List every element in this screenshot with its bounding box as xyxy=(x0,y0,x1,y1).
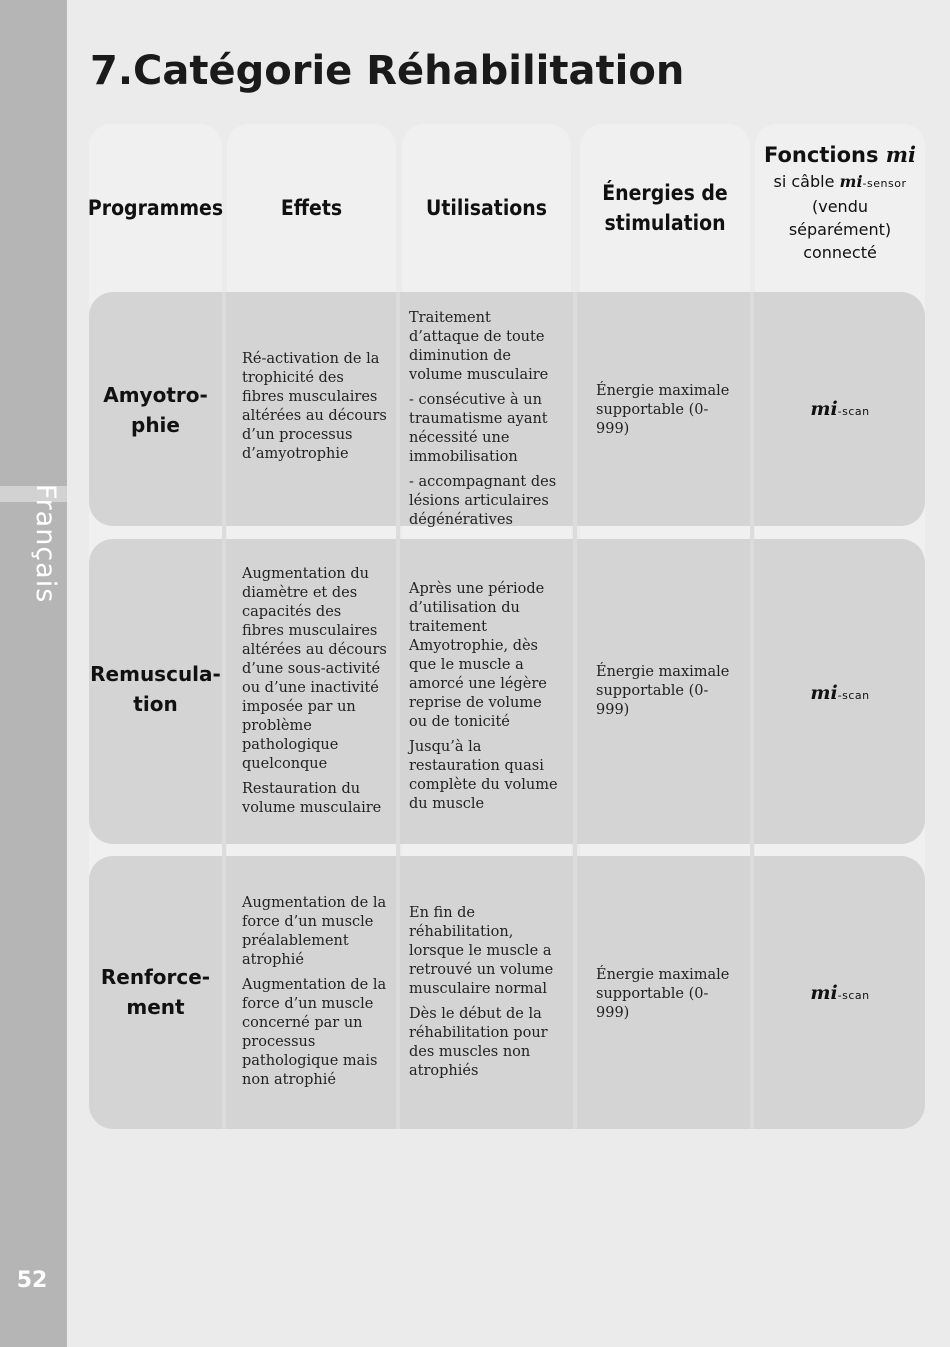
effect-text: Augmentation du diamètre et des capacités des fibres musculaires altérées au décours d’une sous-activité ou d’une inactivité imposée par un problème pathologique quelconque xyxy=(242,566,387,772)
mi-logo: mi xyxy=(810,398,838,420)
effects-cell xyxy=(242,350,387,470)
effects-cell xyxy=(242,894,387,1096)
energy-cell: Énergie maximale supportable (0-999) xyxy=(596,967,730,1021)
use-text: Dès le début de la réhabilitation pour des muscles non atrophiés xyxy=(409,1006,548,1079)
column-divider xyxy=(396,292,400,1129)
effect-text: Restauration du volume musculaire xyxy=(242,781,382,816)
sidebar xyxy=(0,0,67,1347)
program-name: Renforce-ment xyxy=(100,965,211,1019)
header-effets: Effets xyxy=(280,196,343,220)
column-divider xyxy=(573,292,577,1129)
mi-logo: mi xyxy=(810,682,838,704)
header-utilisations: Utilisations xyxy=(426,196,547,220)
use-text: - accompagnant des lésions articulaires dégénératives xyxy=(409,474,557,528)
use-text: Après une période d’utilisation du traitement Amyotrophie, dès que le muscle a amorcé une légère reprise de volume ou de tonicité xyxy=(409,581,547,730)
use-text: En fin de réhabilitation, lorsque le muscle a retrouvé un volume musculaire normal xyxy=(409,905,554,997)
use-text: Traitement d’attaque de toute diminution de volume musculaire xyxy=(409,310,549,383)
mi-logo: mi xyxy=(885,142,916,167)
energy-cell: Énergie maximale supportable (0-999) xyxy=(596,383,730,437)
mi-scan-badge xyxy=(755,982,925,1004)
effect-text: Augmentation de la force d’un muscle concerné par un processus pathologique mais non atrophié xyxy=(242,977,387,1088)
mi-scan-label: -scan xyxy=(837,989,870,1002)
effect-text: Ré-activation de la trophicité des fibres musculaires altérées au décours d’un processus d’amyotrophie xyxy=(242,351,387,462)
column-divider xyxy=(222,292,226,1129)
mi-scan-badge xyxy=(755,398,925,420)
mi-logo: mi xyxy=(839,172,863,191)
program-name: Remuscula-tion xyxy=(90,662,221,716)
uses-cell xyxy=(409,904,564,1087)
column-divider xyxy=(750,292,754,1129)
mi-scan-label: -scan xyxy=(837,405,870,418)
header-fonctions-note: (vendu séparément) connecté xyxy=(788,197,892,262)
page-title: 7.Catégorie Réhabilitation xyxy=(90,48,685,94)
header-fonctions-cable: si câble xyxy=(773,172,835,191)
use-text: - consécutive à un traumatisme ayant nécessité une immobilisation xyxy=(409,392,548,465)
mi-scan-label: -scan xyxy=(837,689,870,702)
header-programmes: Programmes xyxy=(87,196,224,220)
header-fonctions-title: Fonctions xyxy=(764,143,879,167)
header-energies: Énergies de stimulation xyxy=(602,181,728,235)
mi-sensor-label: -sensor xyxy=(862,177,907,190)
uses-cell xyxy=(409,580,564,820)
program-name: Amyotro-phie xyxy=(103,383,208,437)
mi-scan-badge xyxy=(755,682,925,704)
page-number: 52 xyxy=(16,1268,48,1293)
header-fonctions xyxy=(755,140,925,264)
effects-cell xyxy=(242,565,387,824)
language-label: Français xyxy=(30,484,61,604)
energy-cell: Énergie maximale supportable (0-999) xyxy=(596,664,730,718)
mi-logo: mi xyxy=(810,982,838,1004)
use-text: Jusqu’à la restauration quasi complète du volume du muscle xyxy=(409,739,558,812)
effect-text: Augmentation de la force d’un muscle préalablement atrophié xyxy=(242,895,387,968)
uses-cell xyxy=(409,309,564,536)
